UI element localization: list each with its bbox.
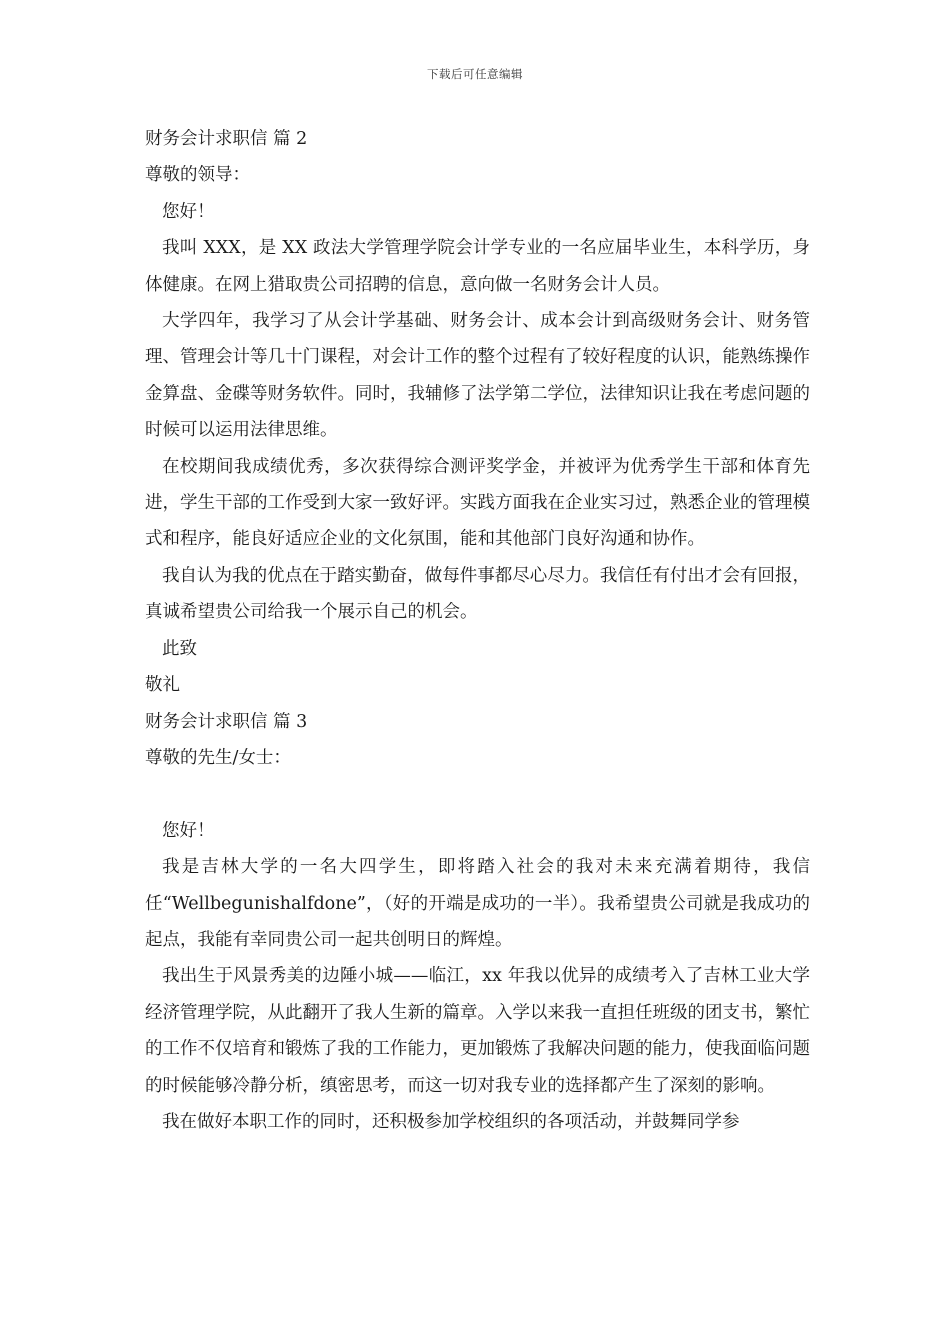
document-body bbox=[145, 121, 810, 1140]
paragraph-2-2: 大学四年，我学习了从会计学基础、财务会计、成本会计到高级财务会计、财务管理、管理会计等几十门课程，对会计工作的整个过程有了较好程度的认识，能熟练操作金算盘、金碟等财务软件。同时，我辅修了法学第二学位，法律知识让我在考虑问题的时候可以运用法律思维。 bbox=[145, 311, 810, 441]
paragraph-3-2: 我出生于风景秀美的边陲小城——临江，xx 年我以优异的成绩考入了吉林工业大学经济管理学院，从此翻开了我人生新的篇章。入学以来我一直担任班级的团支书，繁忙的工作不仅培育和锻炼了我的工作能力，更加锻炼了我解决问题的能力，使我面临问题的时候能够冷静分析，缜密思考，而这一切对我专业的选择都产生了深刻的影响。 bbox=[145, 966, 810, 1096]
section-title-3: 财务会计求职信 篇 3 bbox=[145, 711, 308, 732]
closing-2b: 敬礼 bbox=[145, 675, 180, 696]
greeting-3: 您好！ bbox=[162, 820, 215, 841]
salutation-3: 尊敬的先生/女士： bbox=[145, 747, 291, 768]
paragraph-3-1: 我是吉林大学的一名大四学生，即将踏入社会的我对未来充满着期待，我信任“Wellbegunishalfdone”，（好的开端是成功的一半）。我希望贵公司就是我成功的起点，我能有幸同贵公司一起共创明日的辉煌。 bbox=[145, 857, 810, 950]
paragraph-2-3: 在校期间我成绩优秀，多次获得综合测评奖学金，并被评为优秀学生干部和体育先进，学生干部的工作受到大家一致好评。实践方面我在企业实习过，熟悉企业的管理模式和程序，能良好适应企业的文化氛围，能和其他部门良好沟通和协作。 bbox=[145, 456, 810, 550]
salutation-2: 尊敬的领导： bbox=[145, 165, 250, 186]
paragraph-3-3: 我在做好本职工作的同时，还积极参加学校组织的各项活动，并鼓舞同学参 bbox=[162, 1111, 740, 1132]
section-title-2: 财务会计求职信 篇 2 bbox=[145, 129, 308, 149]
page-header-note: 下载后可任意编辑 bbox=[427, 67, 523, 81]
greeting-2: 您好！ bbox=[162, 201, 215, 222]
blank-line bbox=[145, 776, 810, 812]
paragraph-2-4: 我自认为我的优点在于踏实勤奋，做每件事都尽心尽力。我信任有付出才会有回报，真诚希望贵公司给我一个展示自己的机会。 bbox=[145, 565, 810, 623]
paragraph-2-1: 我叫 XXX，是 XX 政法大学管理学院会计学专业的一名应届毕业生，本科学历，身体健康。在网上猎取贵公司招聘的信息，意向做一名财务会计人员。 bbox=[145, 238, 810, 295]
closing-2a: 此致 bbox=[162, 638, 197, 659]
